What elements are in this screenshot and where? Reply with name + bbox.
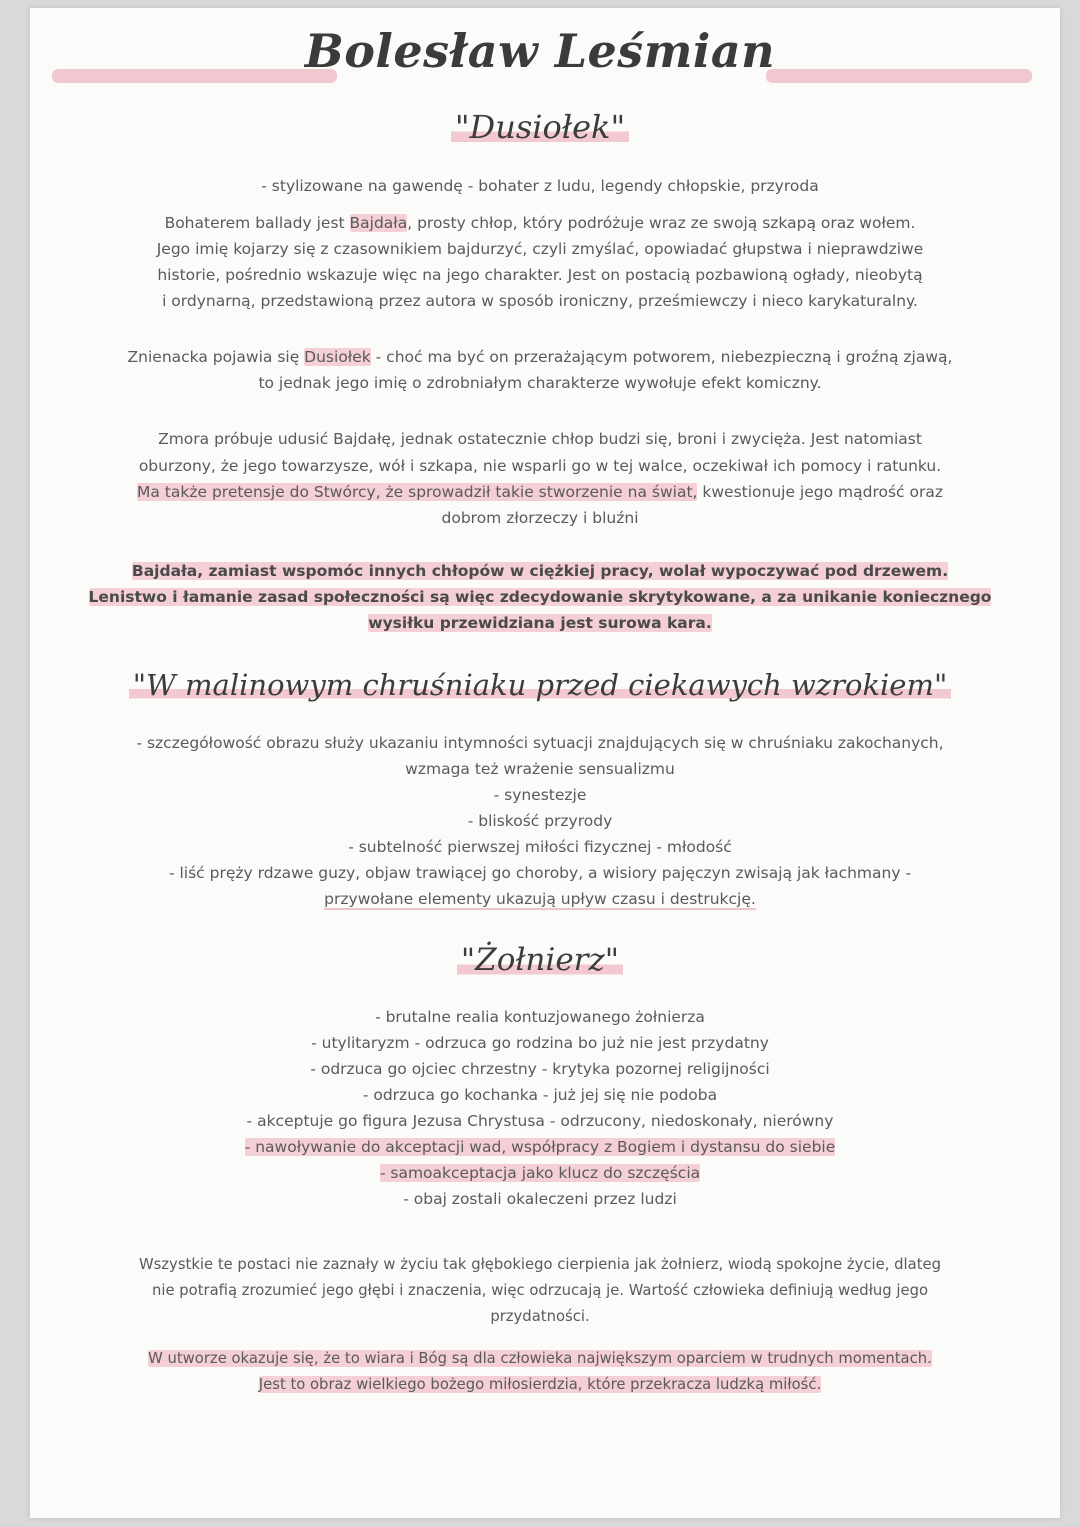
- dusiolek-p2-line1: Znienacka pojawia się Dusiołek - choć ma być on przerażającym potworem, niebezpieczną i groźną zjawą,: [127, 348, 953, 366]
- malinowy-line7: przywołane elementy ukazują upływ czasu i destrukcję.: [324, 890, 756, 908]
- zolnierz-line2: - utylitaryzm - odrzuca go rodzina bo już nie jest przydatny: [311, 1034, 769, 1052]
- malinowy-line5: - subtelność pierwszej miłości fizycznej - młodość: [348, 838, 732, 856]
- zolnierz-line7: - samoakceptacja jako klucz do szczęścia: [379, 1164, 701, 1182]
- dusiolek-p1-line4: i ordynarną, przedstawioną przez autora w sposób ironiczny, prześmiewczy i nieco karykaturalny.: [162, 292, 918, 310]
- malinowy-line2: wzmaga też wrażenie sensualizmu: [405, 760, 675, 778]
- zolnierz-line1: - brutalne realia kontuzjowanego żołnierza: [375, 1008, 705, 1026]
- dusiolek-p4-line1: Bajdała, zamiast wspomóc innych chłopów w ciężkiej pracy, wolał wypoczywać pod drzewem.: [131, 562, 949, 580]
- dusiolek-bullet: - stylizowane na gawendę - bohater z ludu, legendy chłopskie, przyroda: [261, 177, 819, 195]
- section-heading-malinowy: "W malinowym chruśniaku przed ciekawych wzrokiem": [0, 668, 1080, 702]
- page-title: Bolesław Leśmian: [304, 24, 776, 78]
- dusiolek-p3-line2: oburzony, że jego towarzysze, wół i szkapa, nie wsparli go w tej walce, oczekiwał ich pomocy i ratunku.: [138, 457, 942, 475]
- dusiolek-p3-line3: Ma także pretensje do Stwórcy, że sprowadził takie stworzenie na świat, kwestionuje jego mądrość oraz: [137, 483, 943, 501]
- dusiolek-p3-line1: Zmora próbuje udusić Bajdałę, jednak ostatecznie chłop budzi się, broni i zwycięża. Jest natomiast: [158, 430, 922, 448]
- malinowy-line6: - liść pręży rdzawe guzy, objaw trawiącej go choroby, a wisiory pajęczyn zwisają jak łachmany -: [168, 864, 912, 882]
- dusiolek-p1-line2: Jego imię kojarzy się z czasownikiem bajdurzyć, czyli zmyślać, opowiadać głupstwa i nieprawdziwe: [156, 240, 924, 258]
- zolnierz-line6: - nawoływanie do akceptacji wad, współpracy z Bogiem i dystansu do siebie: [244, 1138, 836, 1156]
- summary-line2: nie potrafią zrozumieć jego głębi i znaczenia, więc odrzucają je. Wartość człowieka definiują według jego: [151, 1282, 929, 1299]
- section-heading-zolnierz: "Żołnierz": [0, 942, 1080, 978]
- zolnierz-line8: - obaj zostali okaleczeni przez ludzi: [403, 1190, 677, 1208]
- zolnierz-line3: - odrzuca go ojciec chrzestny - krytyka pozornej religijności: [310, 1060, 770, 1078]
- dusiolek-p1-line3: historie, pośrednio wskazuje więc na jego charakter. Jest on postacią pozbawioną ogłady, nieobytą: [157, 266, 923, 284]
- dusiolek-p4-line3: wysiłku przewidziana jest surowa kara.: [368, 614, 712, 632]
- malinowy-line3: - synestezje: [493, 786, 587, 804]
- dusiolek-p1-line1: Bohaterem ballady jest Bajdała, prosty chłop, który podróżuje wraz ze swoją szkapą oraz wołem.: [164, 214, 916, 232]
- section-heading-dusiolek: "Dusiołek": [0, 108, 1080, 146]
- summary-line1: Wszystkie te postaci nie zaznały w życiu tak głębokiego cierpienia jak żołnierz, wiodą spokojne życie, dlateg: [138, 1256, 942, 1273]
- zolnierz-line4: - odrzuca go kochanka - już jej się nie podoba: [362, 1086, 718, 1104]
- dusiolek-p3-line4: dobrom złorzeczy i bluźni: [441, 509, 639, 527]
- dusiolek-p4-line2: Lenistwo i łamanie zasad społeczności są więc zdecydowanie skrytykowane, a za unikanie koniecznego: [88, 588, 992, 606]
- zolnierz-line5: - akceptuje go figura Jezusa Chrystusa - odrzucony, niedoskonały, nierówny: [246, 1112, 834, 1130]
- summary-line5: Jest to obraz wielkiego bożego miłosierdzia, które przekracza ludzką miłość.: [258, 1376, 822, 1393]
- title-block: [0, 24, 1080, 94]
- dusiolek-p2-line2: to jednak jego imię o zdrobniałym charakterze wywołuje efekt komiczny.: [258, 374, 822, 392]
- malinowy-line1: - szczegółowość obrazu służy ukazaniu intymności sytuacji znajdujących się w chruśniaku zakochanych,: [136, 734, 944, 752]
- summary-line4: W utworze okazuje się, że to wiara i Bóg są dla człowieka największym oparciem w trudnych momentach.: [148, 1350, 932, 1367]
- malinowy-line4: - bliskość przyrody: [467, 812, 613, 830]
- summary-line3: przydatności.: [490, 1308, 590, 1325]
